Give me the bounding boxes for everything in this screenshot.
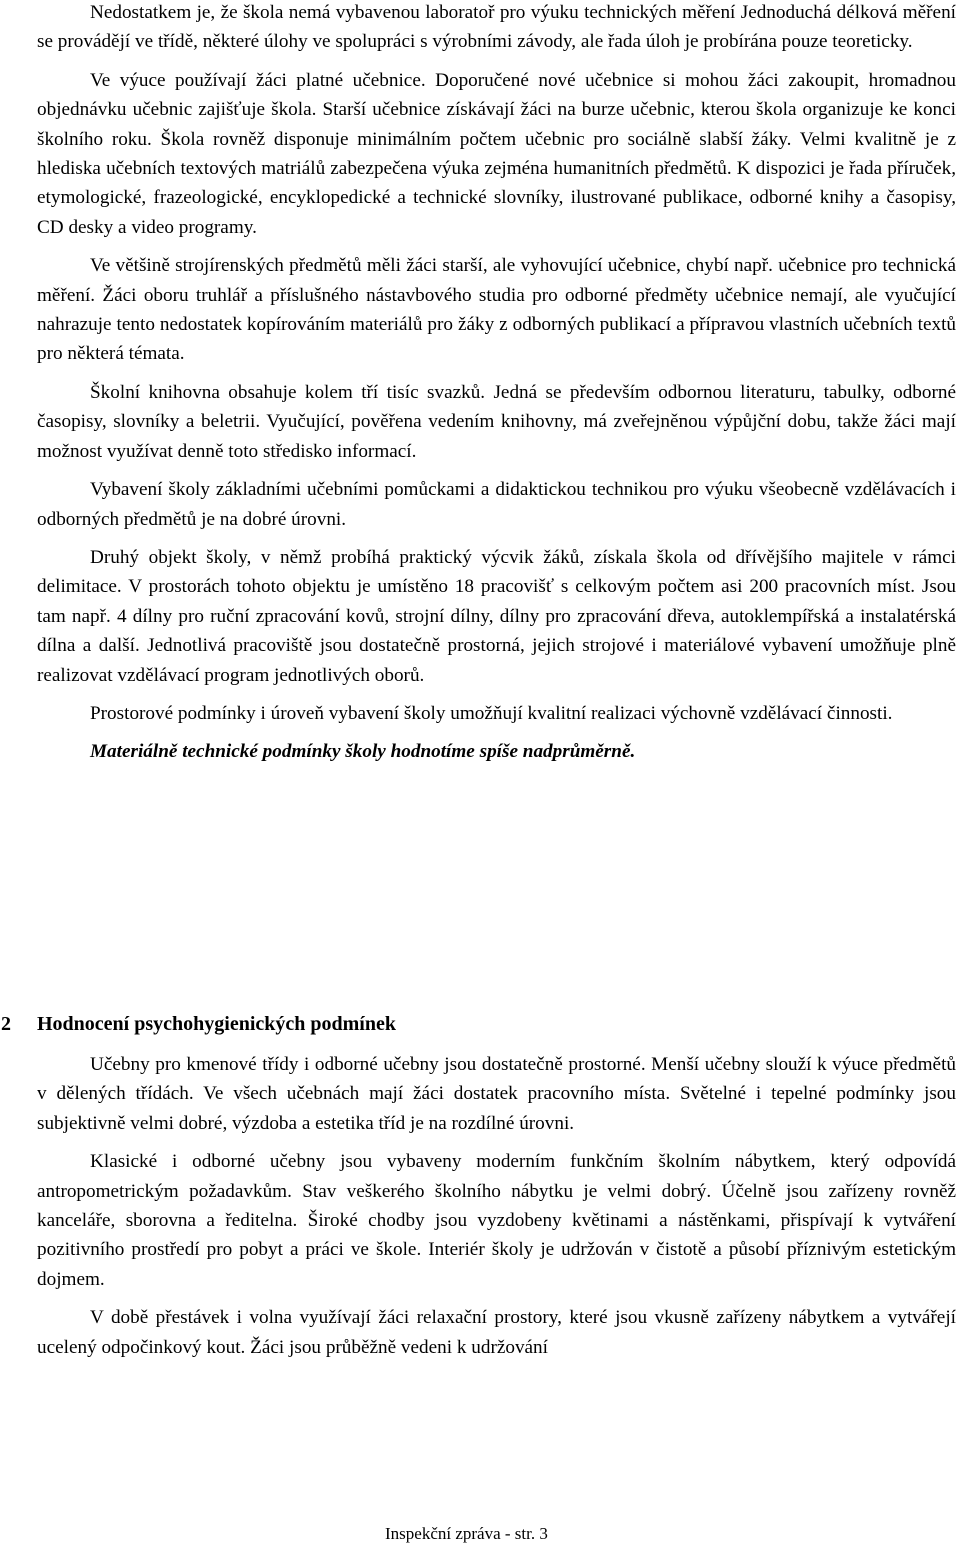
paragraph-library: Školní knihovna obsahuje kolem tří tisíc svazků. Jedná se především odbornou literaturu, tabulky, odborné časopisy, slovníky a beletrii. Vyučující, pověřena vedením knihovny, má zveřejněnou výpůjční dobu, takže žáci mají možnost využívat denně toto středisko informací. (37, 381, 956, 462)
paragraph-spatial-conditions: Prostorové podmínky i úroveň vybavení školy umožňují kvalitní realizaci výchovně vzdělávací činnosti. (90, 702, 893, 724)
paragraph-second-building: Druhý objekt školy, v němž probíhá praktický výcvik žáků, získala škola od dřívějšího majitele v rámci delimitace. V prostorách tohoto objektu je umístěno 18 pracovišť s celkovým počtem asi 200 pracovních míst. Jsou tam např. 4 dílny pro ruční zpracování kovů, strojní dílny, dílny pro zpracování dřeva, autoklempířská a instalatérská dílna a další. Jednotlivá pracoviště jsou dostatečně prostorná, jejich strojové i materiálové vybavení umožňuje plně realizovat vzdělávací program jednotlivých oborů. (37, 546, 956, 686)
bottom-body (37, 1050, 956, 1362)
paragraph-breaks: V době přestávek i volna využívají žáci relaxační prostory, které jsou vkusně zařízeny nábytkem a vytvářejí ucelený odpočinkový kout. Žáci jsou průběžně vedeni k udržování (37, 1307, 956, 1358)
paragraph-lab: Nedostatkem je, že škola nemá vybavenou laboratoř pro výuku technických měření Jednoduchá délková měření se provádějí ve třídě, některé úlohy ve spolupráci s výrobními závody, ale řada úloh je probírána pouze teoreticky. (37, 2, 956, 53)
paragraph-classrooms: Učebny pro kmenové třídy i odborné učebny jsou dostatečně prostorné. Menší učebny slouží k výuce předmětů v dělených třídách. Ve všech učebnách mají žáci dostatek pracovního místa. Světelné i tepelné podmínky jsou subjektivně velmi dobré, výzdoba a estetika tříd je na rozdílné úrovni. (37, 1054, 956, 1134)
page-footer: Inspekční zpráva - str. 3 (385, 1524, 548, 1543)
paragraph-furniture: Klasické i odborné učebny jsou vybaveny moderním funkčním školním nábytkem, který odpovídá antropometrickým požadavkům. Stav veškerého školního nábytku je velmi dobrý. Účelně jsou zařízeny rovněž kanceláře, sborovna a ředitelna. Široké chodby jsou vyzdobeny květinami a nástěnkami, přispívají k vytváření pozitivního prostředí pro pobyt a práci ve škole. Interiér školy je udržován v čistotě a působí příznivým estetickým dojmem. (37, 1151, 956, 1290)
section-number: 2 (1, 1013, 11, 1035)
paragraph-equipment: Vybavení školy základními učebními pomůckami a didaktickou technikou pro výuku všeobecně vzdělávacích i odborných předmětů je na dobré úrovni. (37, 479, 956, 530)
top-body (37, 0, 956, 767)
conclusion-statement: Materiálně technické podmínky školy hodnotíme spíše nadprůměrně. (90, 741, 636, 763)
paragraph-textbooks: Ve výuce používají žáci platné učebnice. Doporučené nové učebnice si mohou žáci zakoupit, hromadnou objednávku učebnic zajišťuje škola. Starší učebnice získávají žáci na burze učebnic, kterou škola organizuje ke konci školního roku. Škola rovněž disponuje minimálním počtem učebnic pro sociálně slabší žáky. Velmi kvalitně je z hlediska učebních textových matriálů zabezpečena výuka zejména humanitních předmětů. K dispozici je řada příruček, etymologické, frazeologické, encyklopedické a technické slovníky, ilustrované publikace, odborné knihy a časopisy, CD desky a video programy. (37, 69, 956, 238)
section-title: Hodnocení psychohygienických podmínek (37, 1013, 396, 1035)
paragraph-engineering-textbooks: Ve většině strojírenských předmětů měli žáci starší, ale vyhovující učebnice, chybí např. učebnice pro technická měření. Žáci oboru truhlář a příslušného nástavbového studia pro odborné předměty učebnice nemají, ale vyučující nahrazuje tento nedostatek kopírováním materiálů pro žáky z odborných publikací a přípravou vlastních učebních textů pro některá témata. (37, 255, 956, 365)
